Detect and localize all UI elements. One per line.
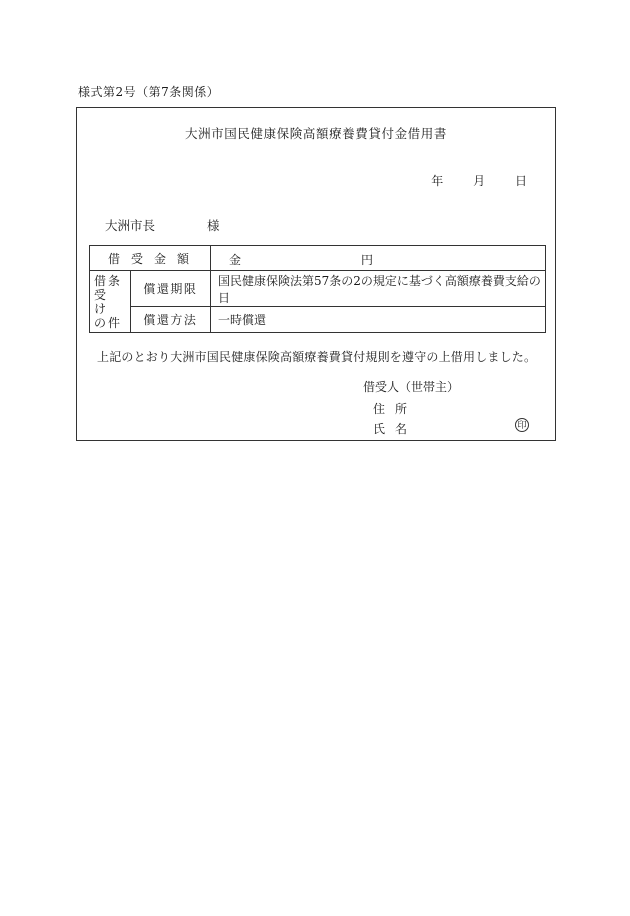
table-row <box>90 246 546 271</box>
document-frame <box>76 107 556 441</box>
borrower-label: 借受人（世帯主） <box>363 380 460 394</box>
day-label: 日 <box>514 174 527 188</box>
statement-text: 上記のとおり大洲市国民健康保険高額療養費貸付規則を遵守の上借用しました。 <box>97 350 537 364</box>
form-number: 様式第2号（第7条関係） <box>78 85 220 99</box>
addressee-honorific: 様 <box>207 218 220 233</box>
year-label: 年 <box>431 174 444 188</box>
loan-table <box>89 245 546 333</box>
amount-suffix: 円 <box>361 253 374 267</box>
date-line <box>431 172 527 189</box>
table-row <box>90 271 546 307</box>
repay-period-label: 償還期限 <box>130 271 210 307</box>
conditions-label: 借 受 け の 条 件 <box>90 271 131 333</box>
repay-method-label: 償還方法 <box>130 307 210 333</box>
repay-method-value: 一時償還 <box>211 307 546 333</box>
seal-mark: 印 <box>515 418 529 432</box>
addressee <box>105 216 220 234</box>
name-label: 氏名 <box>373 422 418 436</box>
table-row <box>90 307 546 333</box>
document-title: 大洲市国民健康保険高額療養費貸付金借用書 <box>184 126 447 141</box>
repay-period-value: 国民健康保険法第57条の2の規定に基づく高額療養費支給の日 <box>211 271 546 307</box>
address-label: 住所 <box>373 402 418 416</box>
amount-prefix: 金 <box>229 253 242 267</box>
addressee-name: 大洲市長 <box>105 218 156 233</box>
month-label: 月 <box>473 174 486 188</box>
amount-label: 借受金額 <box>90 246 211 271</box>
amount-cell <box>211 246 546 271</box>
